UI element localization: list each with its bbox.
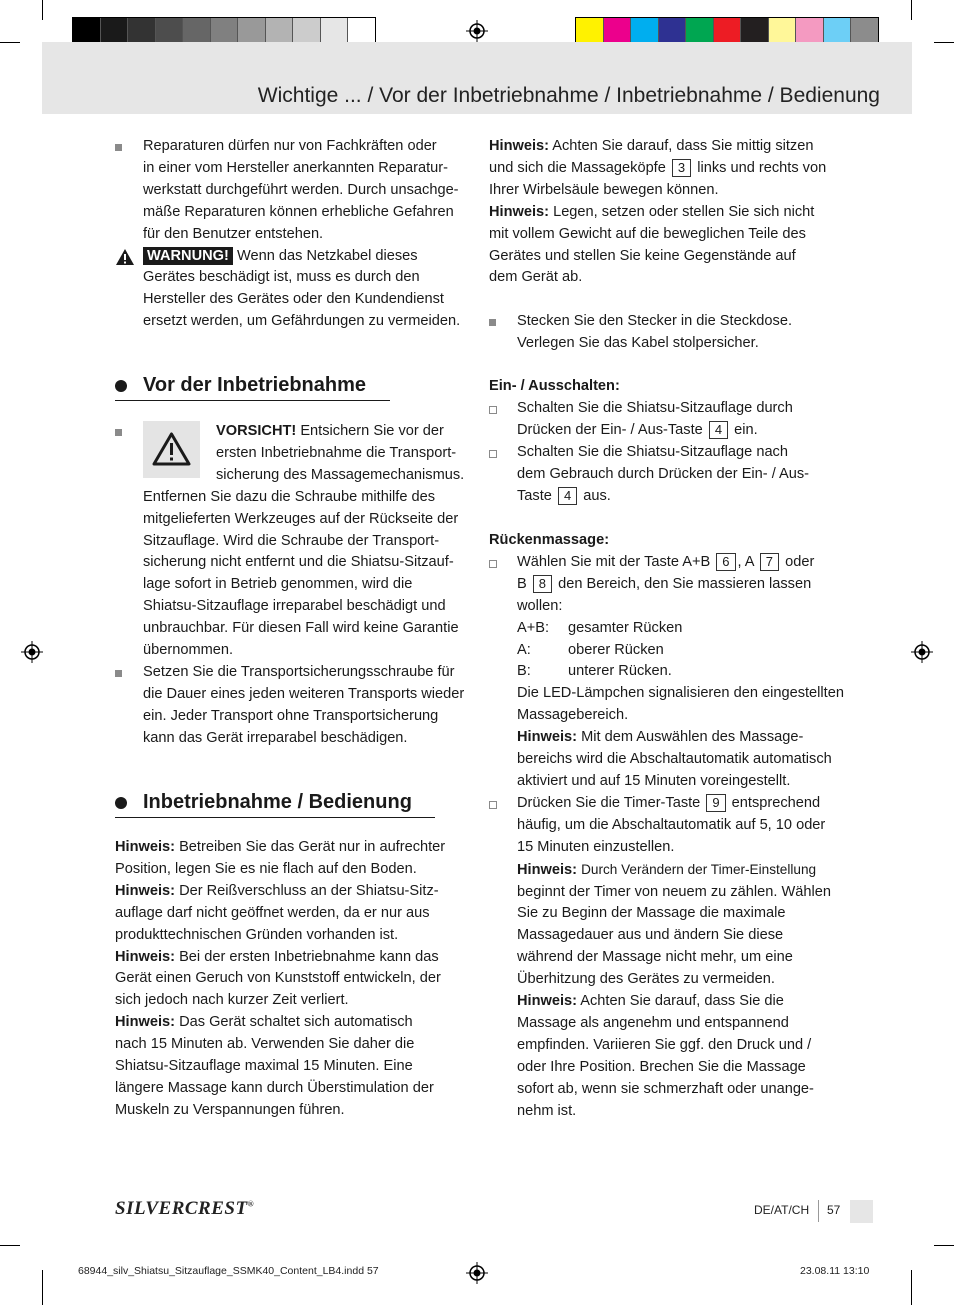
key-reference: 9: [706, 794, 725, 812]
list-item: [489, 398, 849, 442]
text-line: dem Gerät ab.: [489, 269, 583, 286]
key-reference: 3: [672, 159, 691, 177]
caution-icon-box: [143, 421, 200, 478]
text-line: Betreiben Sie das Gerät nur in aufrechter: [179, 839, 446, 855]
bullet-square-icon: [115, 670, 122, 677]
text-line: nehm ist.: [517, 1102, 577, 1119]
list-item: [489, 442, 849, 508]
warning-badge: WARNUNG!: [143, 247, 233, 265]
text-line: Durch Verändern der Timer-Einstellung: [581, 861, 817, 877]
text-line: Ihrer Wirbelsäule bewegen können.: [489, 181, 719, 198]
text-line: ein. Jeder Transport ohne Transportsicherung: [143, 707, 439, 724]
subheading: Rückenmassage:: [489, 532, 610, 548]
registration-mark-icon: [21, 641, 43, 663]
list-item: [489, 311, 849, 355]
note-label: Hinweis:: [489, 203, 550, 220]
text-line: aus.: [583, 487, 611, 504]
crop-mark: [911, 1270, 912, 1305]
text-line: während der Massage nicht mehr, um eine: [517, 949, 793, 966]
text-line: links und rechts von: [697, 159, 827, 176]
onoff-block: [489, 376, 849, 507]
option-row: [517, 618, 849, 640]
text-line: aktiviert und auf 15 Minuten voreingestellt.: [517, 772, 791, 789]
note-label: Hinweis:: [115, 948, 176, 965]
brand-logo: SILVERCREST®: [115, 1198, 255, 1219]
text-line: Muskeln zu Verspannungen führen.: [115, 1101, 345, 1118]
checkbox-bullet-icon: [489, 450, 497, 458]
text-line: mitgelieferten Werkzeuges auf der Rückseite der: [143, 510, 459, 527]
text-line: mit vollem Gewicht auf die beweglichen Teile des: [489, 225, 806, 242]
key-reference: 6: [716, 553, 735, 571]
checkbox-bullet-icon: [489, 560, 497, 568]
text-line: Hersteller des Gerätes oder den Kundendienst: [143, 291, 444, 308]
text-line: Das Gerät schaltet sich automatisch: [179, 1014, 413, 1031]
list-item: [115, 662, 475, 750]
text-line: Der Reißverschluss an der Shiatsu-Sitz-: [179, 882, 439, 899]
crop-mark: [0, 42, 20, 43]
print-slug-file: 68944_silv_Shiatsu_Sitzauflage_SSMK40_Content_LB4.indd 57: [78, 1265, 379, 1277]
text-line: den Bereich, den Sie massieren lassen: [558, 575, 812, 592]
crop-mark: [42, 1270, 43, 1305]
text-line: häufig, um die Abschaltautomatik auf 5, 10 oder: [517, 816, 826, 833]
option-row: [517, 661, 849, 683]
registration-mark-icon: [466, 20, 488, 42]
text-line: Stecken Sie den Stecker in die Steckdose.: [517, 313, 793, 329]
text-line: Sie zu Beginn der Massage die maximale: [517, 905, 786, 922]
left-column-top: [115, 136, 475, 333]
text-line: Achten Sie darauf, dass Sie die: [580, 993, 784, 1010]
note-label: Hinweis:: [517, 729, 578, 746]
text-line: Taste: [517, 487, 552, 504]
option-key: A+B:: [517, 619, 550, 636]
text-line: Shiatsu-Sitzauflage maximal 15 Minuten. Eine: [115, 1058, 413, 1075]
text-line: Gerätes beschädigt ist, muss es durch den: [143, 269, 420, 286]
note-label: Hinweis:: [517, 993, 578, 1010]
plug-block: [489, 311, 849, 355]
list-item: [489, 552, 849, 793]
crop-mark: [42, 0, 43, 20]
option-key: B:: [517, 663, 531, 680]
text-line: und sich die Massageköpfe: [489, 159, 666, 176]
warning-triangle-icon: [115, 248, 135, 266]
text-line: für den Benutzer entstehen.: [143, 225, 324, 242]
text-line: wollen:: [517, 597, 563, 614]
text-line: dem Gebrauch durch Drücken der Ein- / Aus-: [517, 465, 810, 482]
subheading: Ein- / Ausschalten:: [489, 378, 620, 394]
section-bullet-icon: [115, 797, 127, 809]
crop-mark: [911, 0, 912, 20]
text-line: nach 15 Minuten ab. Verwenden Sie daher die: [115, 1036, 415, 1053]
text-line: produkttechnischen Gründen vorhanden ist.: [115, 926, 399, 943]
checkbox-bullet-icon: [489, 801, 497, 809]
text-line: Schalten Sie die Shiatsu-Sitzauflage durch: [517, 399, 793, 416]
option-value: oberer Rücken: [568, 641, 664, 658]
text-line: werkstatt durchgeführt werden. Durch unsachge-: [143, 181, 459, 198]
warning-block: [115, 246, 475, 334]
checkbox-bullet-icon: [489, 406, 497, 414]
option-key: A:: [517, 641, 531, 658]
text-line: Massagebereich.: [517, 707, 629, 724]
key-reference: 4: [709, 421, 728, 439]
text-line: ersetzt werden, um Gefährdungen zu vermeiden.: [143, 313, 461, 330]
page-title: Wichtige ... / Vor der Inbetriebnahme / Inbetriebnahme / Bedienung: [257, 84, 880, 107]
page-number: 57: [827, 1203, 841, 1217]
text-line: Die LED-Lämpchen signalisieren den eingestellten: [517, 685, 844, 702]
text-line: Sitzauflage. Wird die Schraube der Transport-: [143, 532, 440, 549]
text-line: kann das Gerät irreparabel beschädigen.: [143, 729, 408, 746]
text-line: Mit dem Auswählen des Massage-: [581, 729, 804, 746]
text-line: oder Ihre Position. Brechen Sie die Massage: [517, 1058, 806, 1075]
note-label: Hinweis:: [517, 861, 578, 878]
text-line: Bei der ersten Inbetriebnahme kann das: [179, 948, 439, 965]
text-line: Reparaturen dürfen nur von Fachkräften oder: [143, 138, 437, 154]
note-label: Hinweis:: [115, 1014, 176, 1031]
text-line: Massagedauer aus und ändern Sie diese: [517, 927, 784, 944]
text-line: Massage als angenehm und entspannend: [517, 1014, 789, 1031]
text-line: B: [517, 575, 527, 592]
registration-mark-icon: [911, 641, 933, 663]
text-line: Legen, setzen oder stellen Sie sich nicht: [553, 203, 815, 220]
text-line: die Dauer eines jeden weiteren Transports wieder: [143, 685, 465, 702]
text-line: Wählen Sie mit der Taste A+B: [517, 553, 711, 570]
text-line: Drücken Sie die Timer-Taste: [517, 794, 701, 811]
bullet-square-icon: [115, 429, 122, 436]
right-column-top: [489, 136, 849, 289]
text-line: Verlegen Sie das Kabel stolpersicher.: [517, 334, 759, 351]
text-line: auflage darf nicht geöffnet werden, da er nur aus: [115, 904, 430, 921]
text-line: empfinden. Variieren Sie ggf. den Druck und /: [517, 1036, 812, 1053]
option-value: unterer Rücken.: [568, 663, 672, 680]
language-code: DE/AT/CH: [754, 1203, 810, 1217]
text-line: ein.: [734, 421, 758, 438]
text-line: Gerätes und stellen Sie keine Gegenstände auf: [489, 247, 796, 264]
text-line: Gerät einen Geruch von Kunststoff entwickeln, der: [115, 970, 441, 987]
list-item: [115, 136, 475, 246]
back-massage-block: [489, 530, 849, 1122]
text-line: sicherung nicht entfernt und die Shiatsu-Sitzauf-: [143, 554, 454, 571]
text-line: mäße Reparaturen können erhebliche Gefahren: [143, 203, 454, 220]
text-line: bereichs wird die Abschaltautomatik automatisch: [517, 751, 832, 768]
text-line: Drücken der Ein- / Aus-Taste: [517, 421, 703, 438]
registration-mark-icon: [466, 1262, 488, 1284]
crop-mark: [0, 1245, 20, 1246]
text-line: oder: [785, 553, 815, 570]
note-label: Hinweis:: [115, 839, 176, 855]
text-line: 15 Minuten einzustellen.: [517, 838, 675, 855]
text-line: sicherung des Massagemechanismus.: [216, 466, 465, 483]
text-line: Überhitzung des Gerätes zu vermeiden.: [517, 971, 775, 988]
footer-marker: [850, 1200, 873, 1223]
bullet-square-icon: [489, 319, 496, 326]
crop-mark: [934, 1245, 954, 1246]
caution-label: VORSICHT!: [216, 423, 297, 439]
text-line: ersten Inbetriebnahme die Transport-: [216, 444, 457, 461]
section-underline: [115, 817, 435, 818]
text-line: Entsichern Sie vor der: [300, 423, 444, 439]
text-line: Entfernen Sie dazu die Schraube mithilfe des: [143, 488, 436, 505]
text-line: beginnt der Timer von neuem zu zählen. Wählen: [517, 883, 831, 900]
text-line: unbrauchbar. Für diesen Fall wird keine Garantie: [143, 620, 459, 637]
text-line: Position, legen Sie es nie flach auf den Boden.: [115, 860, 417, 877]
crop-mark: [934, 42, 954, 43]
text-line: Achten Sie darauf, dass Sie mittig sitzen: [552, 138, 814, 154]
caution-block: [115, 421, 475, 750]
section-heading: Vor der Inbetriebnahme: [143, 374, 367, 396]
notes-block: [115, 837, 475, 1122]
section-heading: Inbetriebnahme / Bedienung: [143, 791, 412, 813]
text-line: Shiatsu-Sitzauflage irreparabel beschädigt und: [143, 598, 446, 615]
text-line: in einer vom Hersteller anerkannten Reparatur-: [143, 159, 448, 176]
footer-divider: [818, 1200, 819, 1222]
text-line: längere Massage kann durch Überstimulation der: [115, 1079, 434, 1096]
text-line: lage sofort in Betrieb genommen, wird die: [143, 576, 413, 593]
key-reference: 8: [533, 575, 552, 593]
section-bullet-icon: [115, 380, 127, 392]
bullet-square-icon: [115, 144, 122, 151]
note-label: Hinweis:: [489, 138, 550, 154]
text-line: sich jedoch nach kurzer Zeit verliert.: [115, 992, 349, 1009]
text-line: entsprechend: [731, 794, 821, 811]
text-line: sofort ab, wenn sie schmerzhaft oder unange-: [517, 1080, 814, 1097]
text-line: Setzen Sie die Transportsicherungsschraube für: [143, 663, 455, 680]
option-value: gesamter Rücken: [568, 619, 683, 636]
key-reference: 4: [558, 487, 577, 505]
option-row: [517, 640, 849, 662]
text-line: Schalten Sie die Shiatsu-Sitzauflage nach: [517, 443, 788, 460]
note-label: Hinweis:: [115, 882, 176, 899]
key-reference: 7: [760, 553, 779, 571]
list-item: [489, 793, 849, 1123]
print-slug-date: 23.08.11 13:10: [800, 1265, 870, 1277]
text-line: Wenn das Netzkabel dieses: [236, 247, 418, 264]
section-underline: [115, 400, 390, 401]
text-line: , A: [737, 553, 754, 570]
warning-triangle-icon: [152, 432, 191, 466]
text-line: übernommen.: [143, 642, 234, 659]
